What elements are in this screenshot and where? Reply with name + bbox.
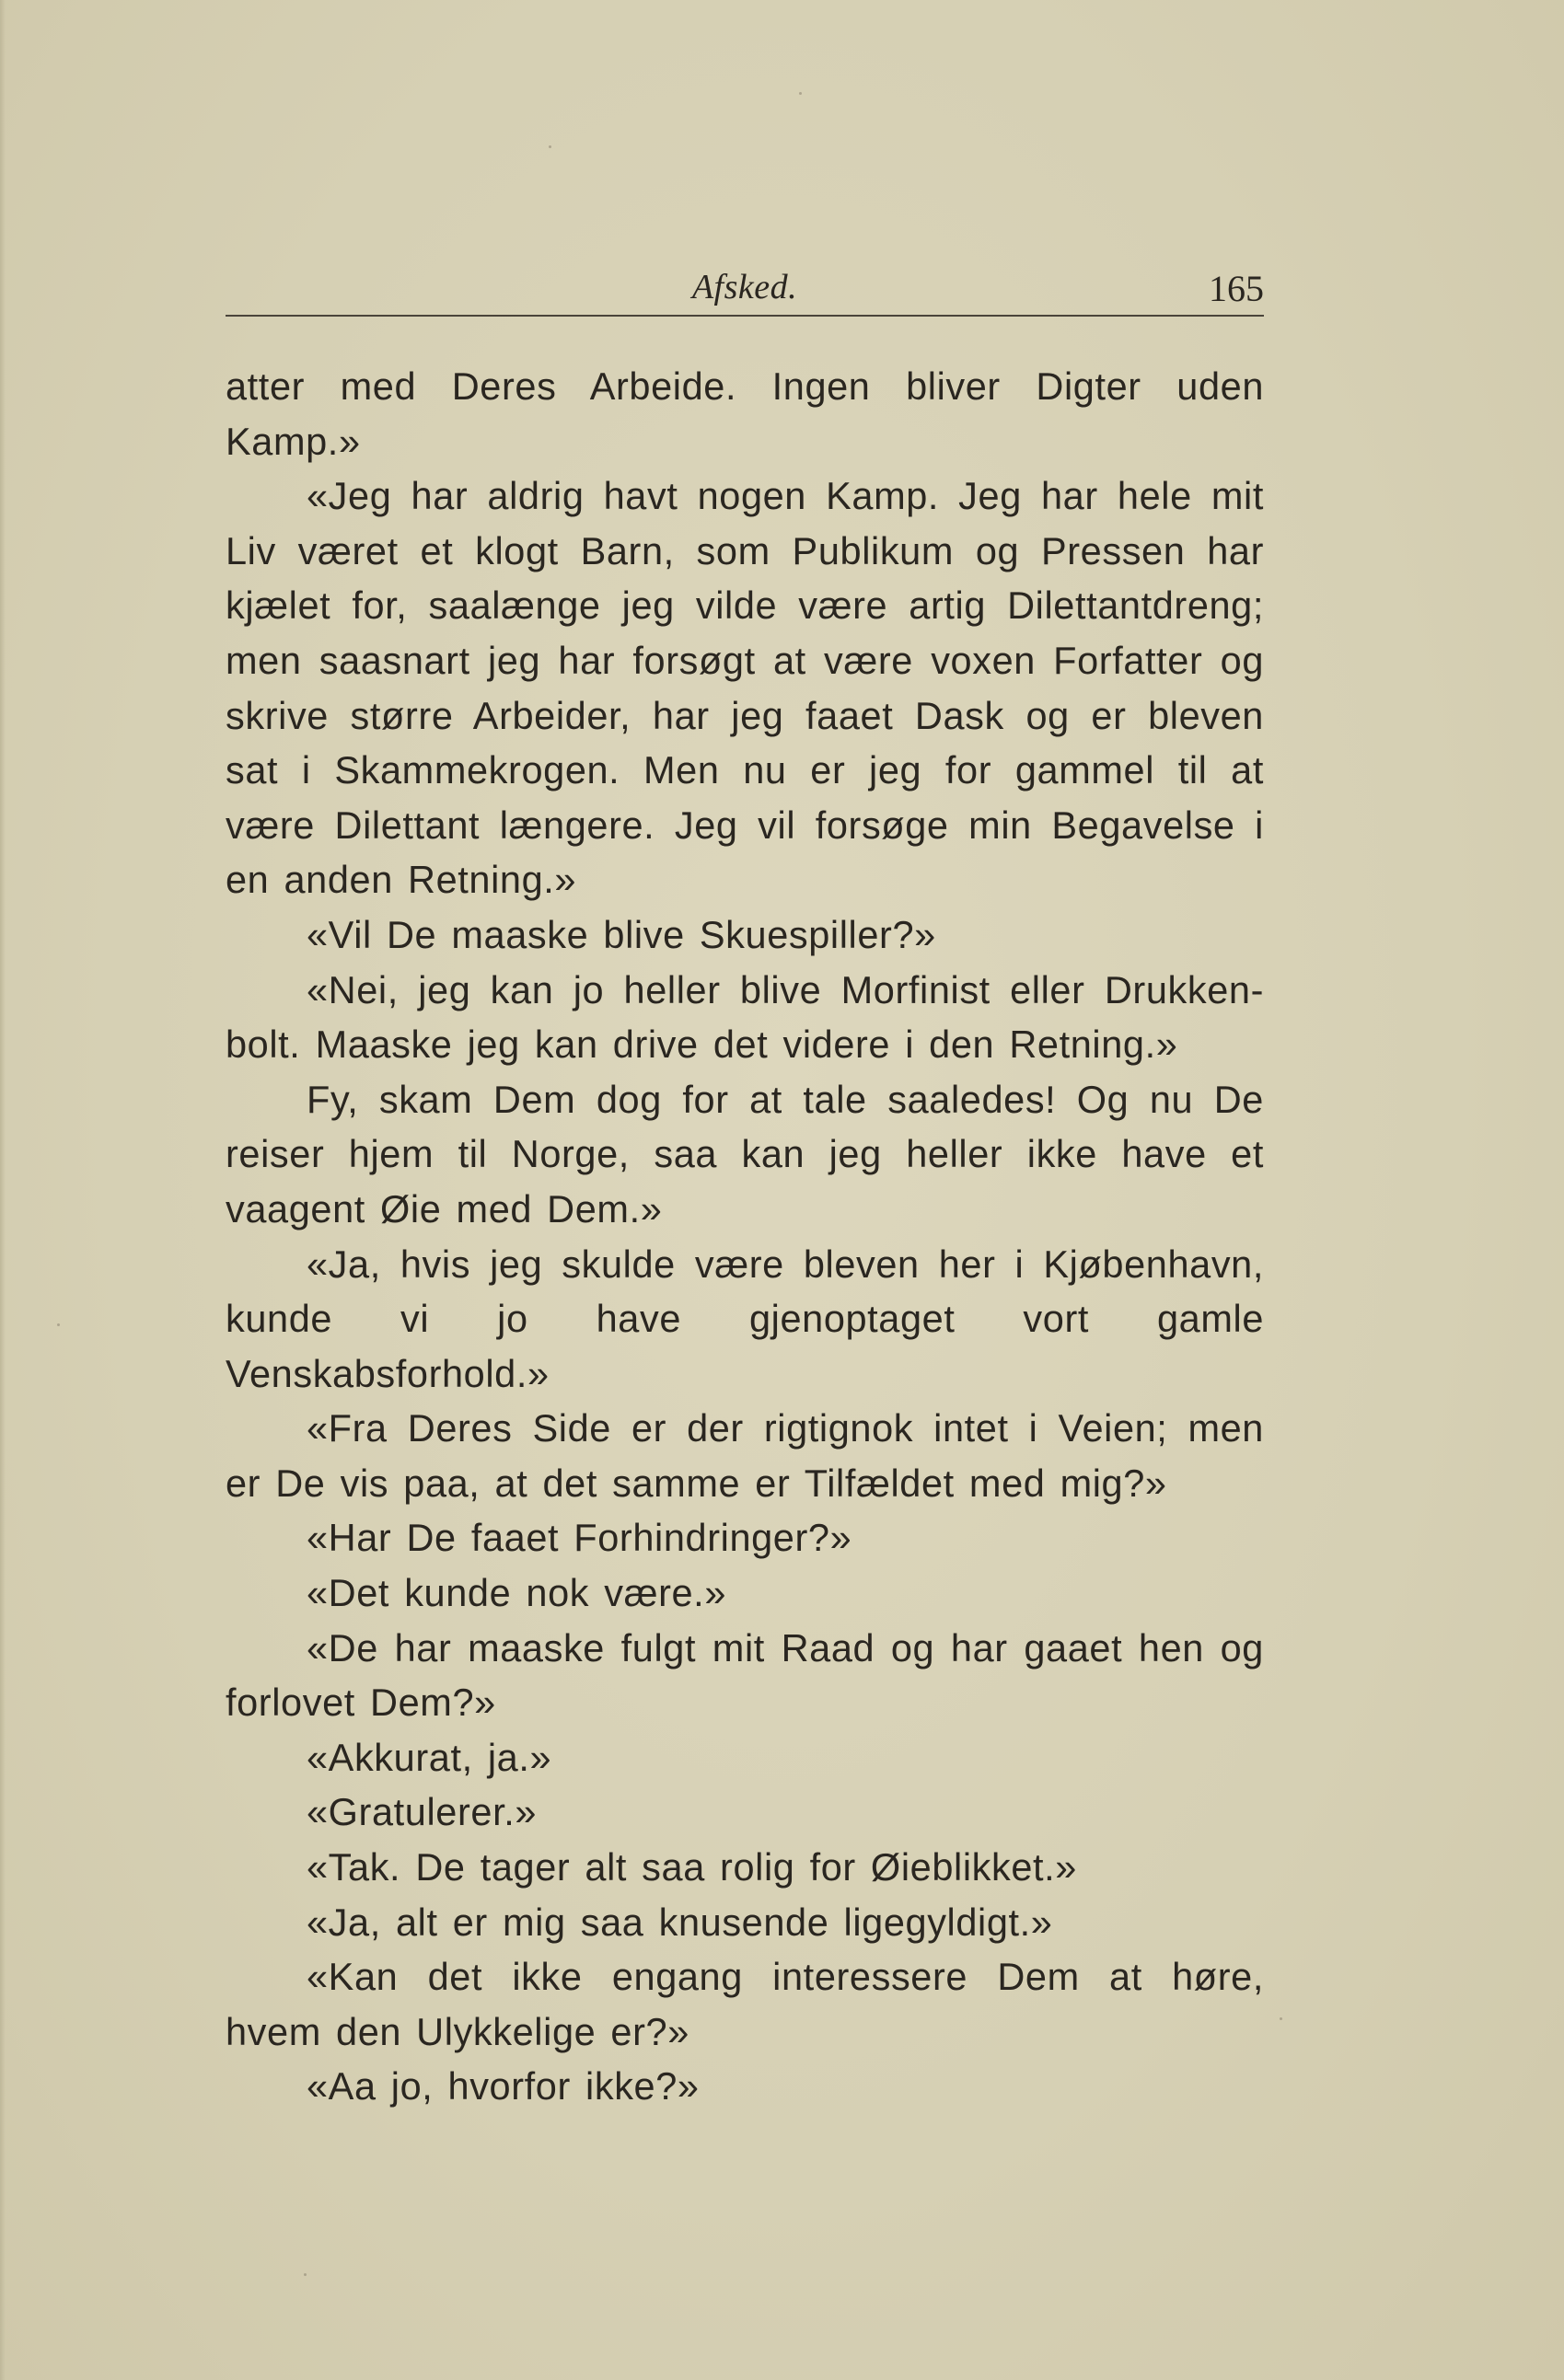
paragraph: «Fra Deres Side er der rigtignok intet i Veien; men er De vis paa, at det samme er Tilfældet med mig?» [226,1406,1264,1505]
paragraph: Fy, skam Dem dog for at tale saaledes! Og nu De reiser hjem til Norge, saa kan jeg heller ikke have et vaagent Øie med Dem.» [226,1077,1264,1230]
body-text [226,359,1264,2114]
paper-speck [549,145,551,148]
paragraph: «Ja, hvis jeg skulde være bleven her i Kjøbenhavn, kunde vi jo have gjenoptaget vort gamle Venskabsforhold.» [226,1242,1264,1395]
page-number: 165 [1209,268,1264,309]
page-edge-shadow [0,0,6,2380]
paragraph: «Gratulerer.» [307,1790,538,1834]
paragraph: «Vil De maaske blive Skuespiller?» [307,912,936,956]
paragraph: «De har maaske fulgt mit Raad og har gaaet hen og forlovet Dem?» [226,1625,1264,1725]
paragraph: «Akkurat, ja.» [307,1735,552,1779]
paragraph: «Nei, jeg kan jo heller blive Morfinist eller Drukken-bolt. Maaske jeg kan drive det videre i den Retning.» [226,967,1264,1067]
paper-speck [1280,2017,1282,2020]
paragraph: «Har De faaet Forhindringer?» [307,1516,852,1560]
paragraph: «Aa jo, hvorfor ikke?» [307,2064,700,2108]
running-head [226,260,1264,317]
paragraph: «Det kunde nok være.» [307,1571,726,1615]
paper-speck [799,92,802,95]
running-title: Afsked. [691,268,798,306]
paragraph: «Ja, alt er mig saa knusende ligegyldigt.» [307,1900,1053,1944]
paper-speck [304,2273,307,2276]
paragraph: «Kan det ikke engang interessere Dem at høre, hvem den Ulykkelige er?» [226,1955,1264,2053]
paragraph: atter med Deres Arbeide. Ingen bliver Digter uden Kamp.» [226,364,1264,463]
paper-speck [57,1323,60,1326]
paragraph: «Tak. De tager alt saa rolig for Øieblikket.» [307,1845,1077,1889]
paragraph: «Jeg har aldrig havt nogen Kamp. Jeg har hele mit Liv været et klogt Barn, som Publikum og Pressen har kjælet for, saalænge jeg vilde være artig Dilettantdreng; men saasnart jeg har forsøgt at være voxen Forfatter og skrive større Arbeider, har jeg faaet Dask og er bleven sat i Skammekrogen. Men nu er jeg for gammel til at være Dilettant længere. Jeg vil forsøge min Begavelse i en anden Retning.» [226,474,1264,902]
